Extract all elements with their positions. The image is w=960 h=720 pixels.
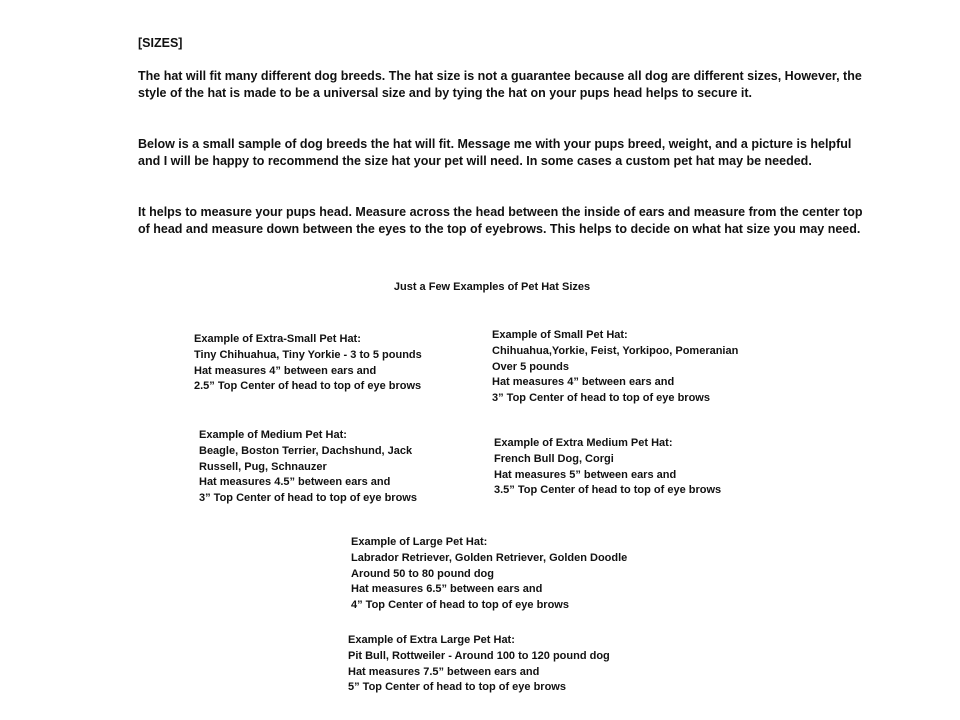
sample-paragraph: Below is a small sample of dog breeds the hat will fit. Message me with your pups breed, weight, and a picture is helpful and I will be happy to recommend the size hat your pet will need. In some cases a custom pet hat may be needed. [138, 137, 852, 168]
intro-paragraph: The hat will fit many different dog breeds. The hat size is not a guarantee because all dog are different sizes, However, the style of the hat is made to be a universal size and by tying the hat on your pups head helps to secure it. [138, 69, 862, 100]
example-line: Labrador Retriever, Golden Retriever, Golden Doodle [351, 551, 628, 564]
example-line: 3” Top Center of head to top of eye brows [199, 492, 417, 505]
example-title: Example of Extra Large Pet Hat: [348, 634, 515, 646]
example-small [492, 328, 738, 407]
example-line: Hat measures 4” between ears and [492, 376, 675, 389]
example-line: Pit Bull, Rottweiler - Around 100 to 120 pound dog [348, 649, 610, 662]
example-line: Hat measures 7.5” between ears and [348, 665, 540, 678]
page-heading: [SIZES] [138, 36, 183, 50]
example-title: Example of Extra-Small Pet Hat: [194, 333, 361, 345]
example-extra-small [194, 332, 422, 395]
example-medium [199, 428, 417, 507]
example-title: Example of Large Pet Hat: [351, 536, 488, 548]
example-line: Hat measures 5” between ears and [494, 468, 677, 481]
example-title: Example of Small Pet Hat: [492, 329, 628, 341]
example-title: Example of Extra Medium Pet Hat: [494, 437, 673, 449]
example-title: Example of Medium Pet Hat: [199, 429, 347, 441]
example-line: Russell, Pug, Schnauzer [199, 460, 327, 473]
example-line: Beagle, Boston Terrier, Dachshund, Jack [199, 444, 413, 457]
example-line: 4” Top Center of head to top of eye brows [351, 599, 569, 612]
example-line: Hat measures 4” between ears and [194, 364, 377, 377]
example-line: 3.5” Top Center of head to top of eye brows [494, 484, 722, 497]
example-line: Hat measures 6.5” between ears and [351, 583, 543, 596]
example-line: French Bull Dog, Corgi [494, 452, 614, 465]
example-line: 2.5” Top Center of head to top of eye brows [194, 380, 422, 393]
example-line: Around 50 to 80 pound dog [351, 567, 494, 580]
example-large [351, 535, 627, 614]
example-line: Over 5 pounds [492, 360, 570, 373]
example-extra-large [348, 633, 610, 696]
example-line: Chihuahua,Yorkie, Feist, Yorkipoo, Pomeranian [492, 344, 739, 357]
example-line: Hat measures 4.5” between ears and [199, 476, 391, 489]
example-line: Tiny Chihuahua, Tiny Yorkie - 3 to 5 pounds [194, 348, 422, 361]
example-extra-medium [494, 436, 721, 499]
measure-paragraph: It helps to measure your pups head. Measure across the head between the inside of ears and measure from the center top of head and measure down between the eyes to the top of eyebrows. This helps to decide on what hat size you may need. [138, 205, 863, 236]
example-line: 3” Top Center of head to top of eye brows [492, 392, 710, 405]
examples-subheading: Just a Few Examples of Pet Hat Sizes [393, 281, 591, 293]
example-line: 5” Top Center of head to top of eye brows [348, 681, 566, 694]
